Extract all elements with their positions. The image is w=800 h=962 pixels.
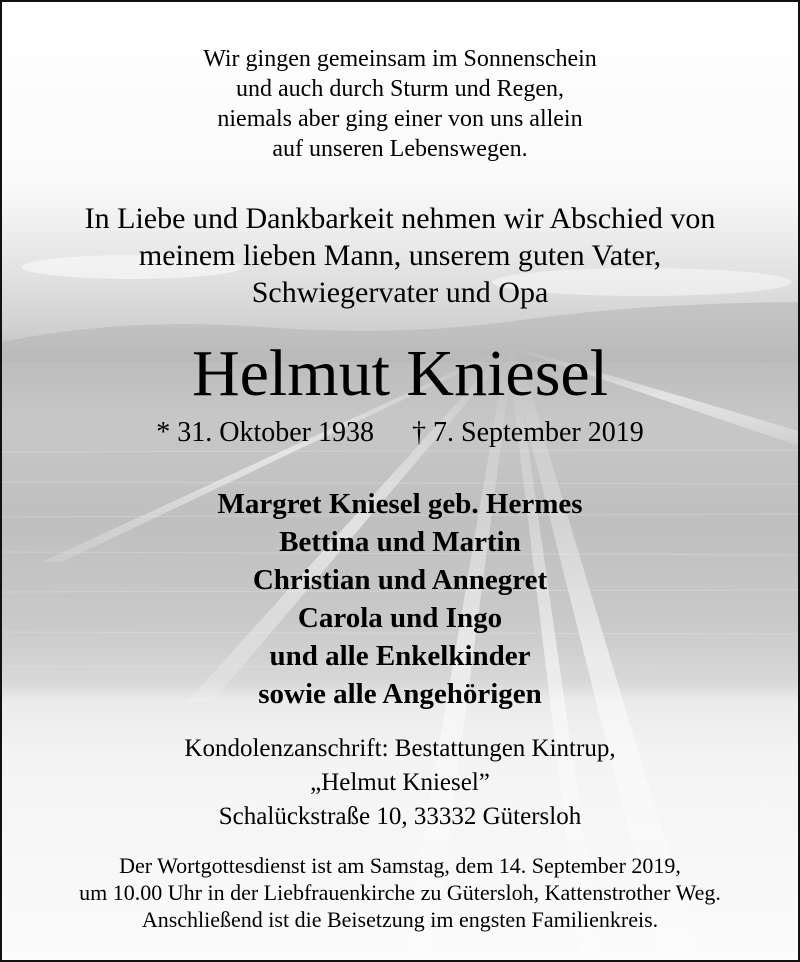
life-dates: [2, 416, 798, 450]
address-line: „Helmut Kniesel”: [310, 769, 490, 796]
intro-line: In Liebe und Dankbarkeit nehmen wir Abschied von: [84, 202, 716, 235]
deceased-name: Helmut Kniesel: [191, 337, 609, 410]
intro-line: meinem lieben Mann, unserem guten Vater,: [138, 239, 662, 272]
poem: [2, 44, 798, 164]
service-line: Der Wortgottesdienst ist am Samstag, dem 14. September 2019,: [119, 853, 681, 878]
mourner: Margret Kniesel geb. Hermes: [217, 488, 583, 520]
mourner: Bettina und Martin: [279, 526, 521, 558]
mourner: Christian und Annegret: [252, 564, 548, 596]
service-info: [2, 852, 798, 933]
poem-line: niemals aber ging einer von uns allein: [217, 106, 583, 132]
birth-date: * 31. Oktober 1938: [156, 417, 374, 448]
mourners-list: [2, 485, 798, 713]
poem-line: und auch durch Sturm und Regen,: [236, 76, 564, 102]
poem-line: auf unseren Lebenswegen.: [272, 136, 528, 162]
service-line: Anschließend ist die Beisetzung im engsten Familienkreis.: [141, 907, 659, 932]
condolence-address: [2, 732, 798, 834]
intro-line: Schwiegervater und Opa: [251, 276, 549, 309]
farewell-intro: [2, 200, 798, 311]
mourner: und alle Enkelkinder: [269, 640, 531, 672]
mourner: Carola und Ingo: [297, 602, 503, 634]
address-line: Kondolenzanschrift: Bestattungen Kintrup,: [184, 735, 616, 762]
mourner: sowie alle Angehörigen: [258, 678, 542, 710]
poem-line: Wir gingen gemeinsam im Sonnenschein: [203, 46, 597, 72]
service-line: um 10.00 Uhr in der Liebfrauenkirche zu Gütersloh, Kattenstrother Weg.: [79, 880, 721, 905]
death-date: † 7. September 2019: [412, 417, 644, 448]
address-line: Schalückstraße 10, 33332 Gütersloh: [218, 803, 582, 830]
